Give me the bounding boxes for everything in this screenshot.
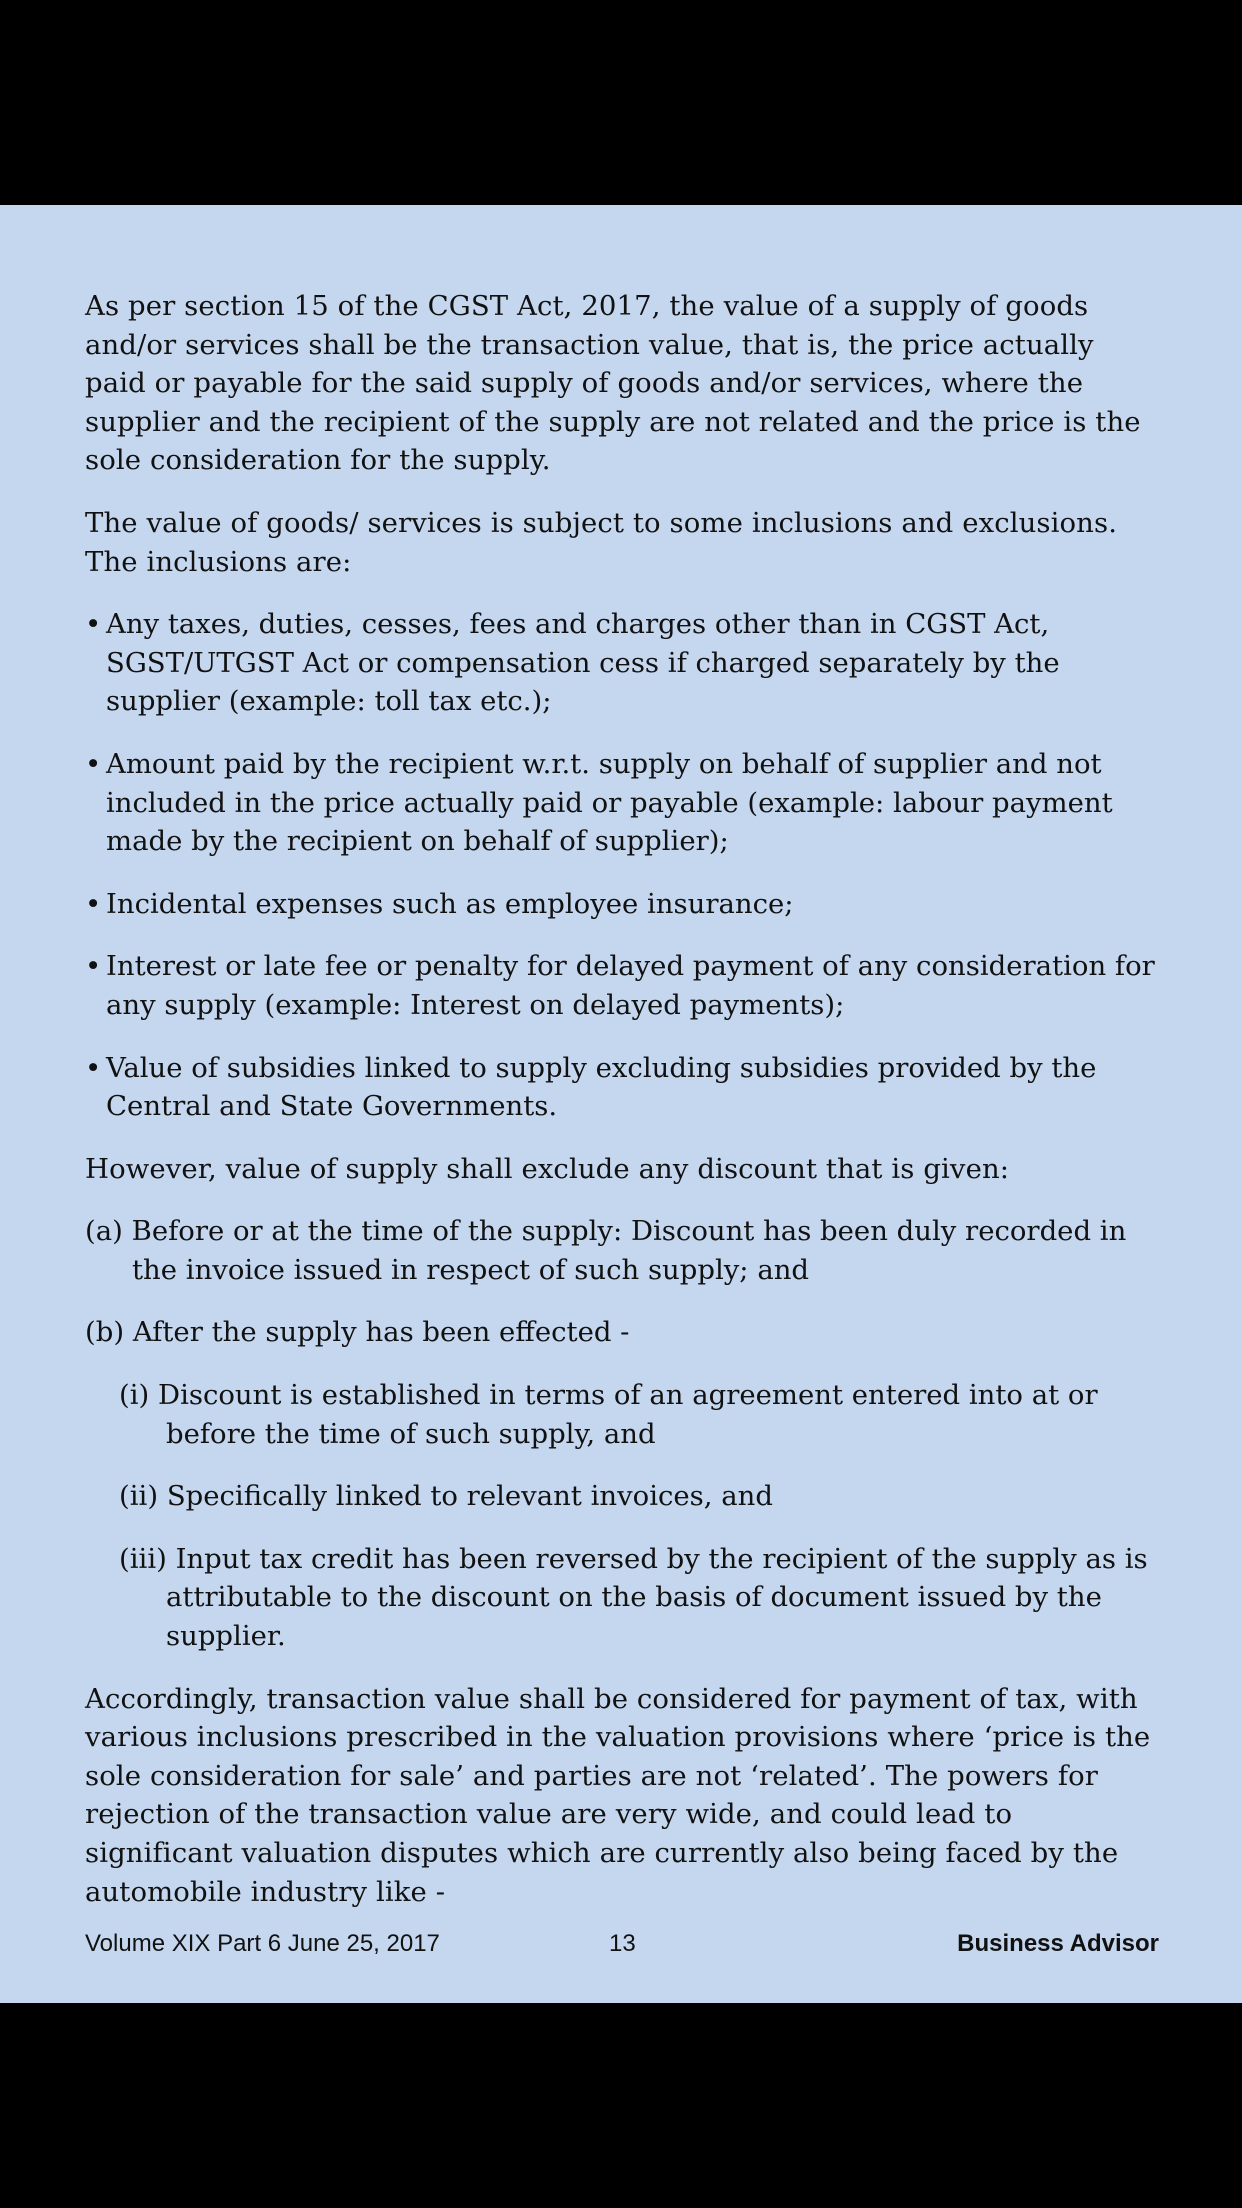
exclusion-sub-item-i bbox=[119, 1376, 1157, 1453]
inclusion-text: Amount paid by the recipient w.r.t. supply on behalf of supplier and not included in the price actually paid or payable (example: labour payment made by the recipient on behalf of supplier); bbox=[106, 747, 1113, 858]
conclusion-paragraph: Accordingly, transaction value shall be considered for payment of tax, with various inclusions prescribed in the valuation provisions where ‘price is the sole consideration for sale’ and parties are not ‘related’. The powers for rejection of the transaction value are very wide, and could lead to significant valuation disputes which are currently also being faced by the automobile industry like - bbox=[85, 1682, 1151, 1908]
sub-item-marker: (ii) bbox=[119, 1480, 159, 1513]
list-item bbox=[85, 1049, 1157, 1126]
footer-volume: Volume XIX Part 6 June 25, 2017 bbox=[85, 1930, 440, 1957]
sub-item-marker: (iii) bbox=[119, 1542, 167, 1575]
inclusion-text: Incidental expenses such as employee insurance; bbox=[106, 887, 794, 920]
list-item bbox=[85, 605, 1157, 721]
inclusion-text: Value of subsidies linked to supply excluding subsidies provided by the Central and State Governments. bbox=[106, 1051, 1097, 1123]
exclusion-item-a bbox=[85, 1212, 1157, 1289]
sub-item-text: Input tax credit has been reversed by the recipient of the supply as is attributable to the discount on the basis of document issued by the supplier. bbox=[166, 1542, 1148, 1653]
publication-name: Business Advisor bbox=[957, 1930, 1159, 1957]
exclusion-marker: (b) bbox=[85, 1316, 125, 1349]
list-item bbox=[85, 745, 1157, 861]
bullet-icon: • bbox=[85, 1051, 102, 1084]
exclusion-sub-item-iii bbox=[119, 1540, 1157, 1656]
sub-item-marker: (i) bbox=[119, 1379, 150, 1412]
exclusion-item-b bbox=[85, 1313, 1157, 1352]
inclusions-list bbox=[85, 605, 1157, 1126]
list-item bbox=[85, 947, 1157, 1024]
page-number: 13 bbox=[609, 1930, 636, 1957]
exclusions-intro-paragraph: However, value of supply shall exclude any discount that is given: bbox=[85, 1152, 1010, 1185]
bullet-icon: • bbox=[85, 887, 102, 920]
top-black-bar bbox=[0, 0, 1242, 205]
bottom-black-bar bbox=[0, 2003, 1242, 2208]
sub-item-text: Discount is established in terms of an agreement entered into at or before the time of such supply, and bbox=[158, 1379, 1098, 1450]
exclusion-marker: (a) bbox=[85, 1215, 123, 1248]
bullet-icon: • bbox=[85, 608, 102, 641]
exclusion-text: After the supply has been effected - bbox=[132, 1316, 630, 1349]
bullet-icon: • bbox=[85, 747, 102, 780]
exclusion-text: Before or at the time of the supply: Discount has been duly recorded in the invoice issued in respect of such supply; and bbox=[131, 1215, 1127, 1286]
inclusion-text: Interest or late fee or penalty for delayed payment of any consideration for any supply (example: Interest on delayed payments); bbox=[106, 950, 1155, 1021]
page-footer bbox=[85, 1930, 1159, 1964]
intro-paragraph: As per section 15 of the CGST Act, 2017, the value of a supply of goods and/or services shall be the transaction value, that is, the price actually paid or payable for the said supply of goods and/or services, where the supplier and the recipient of the supply are not related and the price is the sole consideration for the supply. bbox=[85, 290, 1141, 477]
bullet-icon: • bbox=[85, 950, 102, 983]
exclusion-sub-item-ii bbox=[119, 1477, 1157, 1516]
list-item bbox=[85, 885, 1157, 924]
document-page[interactable] bbox=[0, 205, 1242, 2003]
inclusions-intro-paragraph: The value of goods/ services is subject to some inclusions and exclusions. The inclusions are: bbox=[85, 506, 1118, 578]
inclusion-text: Any taxes, duties, cesses, fees and charges other than in CGST Act, SGST/UTGST Act or compensation cess if charged separately by the supplier (example: toll tax etc.); bbox=[106, 608, 1060, 718]
sub-item-text: Specifically linked to relevant invoices, and bbox=[166, 1480, 773, 1513]
